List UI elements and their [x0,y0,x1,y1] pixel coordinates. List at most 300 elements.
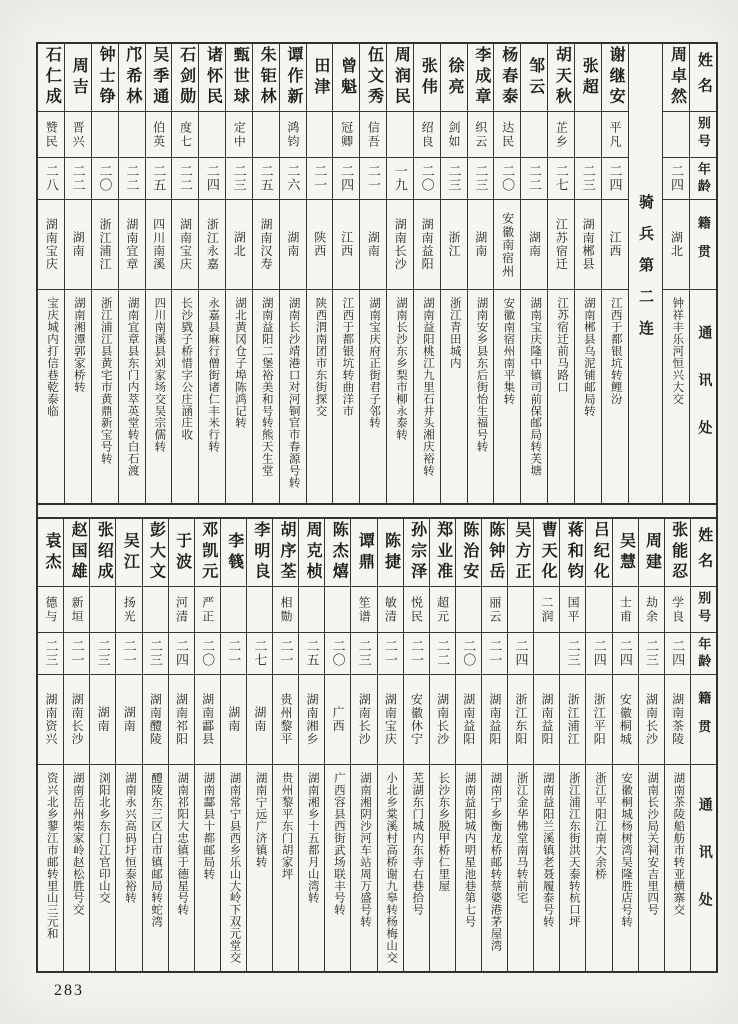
person-age: 二四 [602,158,628,200]
person-alias [575,112,601,158]
person-age: 二四 [169,633,194,675]
person-alias: 鸿钧 [280,112,306,158]
person-name: 吴季通 [146,44,172,112]
person-alias [247,587,272,633]
person-alias: 定中 [226,112,252,158]
person-native: 湖南宜章 [119,200,145,290]
person-alias: 织云 [468,112,494,158]
person-contact: 湖南郴县乌泥铺邮局转 [582,297,595,417]
person-native: 湖南 [116,675,141,765]
person-contact: 浙江平阳江南大余桥 [593,772,606,880]
person-contact: 江苏宿迁前马路口 [556,297,569,393]
person-age: 二〇 [494,158,520,200]
person-age: 二六 [280,158,306,200]
person-name: 赵国雄 [64,519,89,587]
person-name: 蒋和钧 [560,519,585,587]
person-native: 四川南溪 [146,200,172,290]
person-alias: 相勚 [273,587,298,633]
person-age: 二四 [199,158,225,200]
page-number: 283 [54,982,84,999]
person-age: 二一 [64,633,89,675]
person-age: 二三 [90,633,115,675]
person-name: 张能忍 [665,519,690,587]
person-age: 二四 [333,158,359,200]
person-name: 田津 [307,44,333,112]
person-name: 陈治安 [456,519,481,587]
person-contact: 醴陵东三区白市镇邮局转蛇湾 [150,772,163,928]
person-native: 湖北 [226,200,252,290]
person-name: 曹天化 [534,519,559,587]
person-age: 二五 [146,158,172,200]
person-column [246,519,272,971]
person-alias [663,112,689,158]
person-native: 湖南宝庆 [38,200,64,290]
person-age: 二一 [404,633,429,675]
person-native: 湖南 [247,675,272,765]
person-contact: 湖南益阳兰溪镇老聂履泰号转 [541,772,554,928]
person-column [91,44,118,503]
person-native: 湖南 [468,200,494,290]
person-name: 胡序荃 [273,519,298,587]
person-native: 安徽桐城 [613,675,638,765]
person-alias [325,587,350,633]
person-age: 二二 [521,158,547,200]
person-contact: 小北乡棠溪村高桥谢九皋转杨梅山交 [385,772,398,964]
person-column [350,519,376,971]
person-contact: 安徽南宿州南平集转 [502,297,515,405]
person-alias: 平凡 [602,112,628,158]
person-column [520,44,547,503]
person-native: 安徽南宿州 [494,200,520,290]
person-native: 浙江 [441,200,467,290]
person-name: 徐亮 [441,44,467,112]
person-alias [586,587,611,633]
person-age: 二三 [226,158,252,200]
person-name: 周卓然 [663,44,689,112]
person-native: 湖南 [65,200,91,290]
person-name: 周建 [639,519,664,587]
person-alias: 剑如 [441,112,467,158]
person-contact: 湖南常宁县西乡乐山大岭下双元堂交 [228,772,241,964]
person-alias: 德与 [38,587,63,633]
person-name: 邹云 [521,44,547,112]
person-column [194,519,220,971]
header-alias-label: 别号 [690,112,716,158]
unit-label: 骑兵第二连 [637,194,654,352]
person-contact: 湖南益阳城内明星池巷第七号 [463,772,476,928]
person-native: 湖南资兴 [38,675,63,765]
person-column [533,519,559,971]
person-age: 二〇 [325,633,350,675]
person-alias [199,112,225,158]
person-name: 张伟 [414,44,440,112]
roster-section-bottom [38,519,716,971]
person-column [198,44,225,503]
person-alias: 信吾 [360,112,386,158]
person-contact: 湖南湘潭郭家桥转 [72,297,85,393]
person-native: 湖南 [360,200,386,290]
person-contact: 钟祥丰乐河恒兴大交 [671,297,684,405]
person-contact: 广西容县西街武场联丰号转 [332,772,345,916]
person-name: 李成章 [468,44,494,112]
person-native: 湖南益阳 [482,675,507,765]
header-age-label: 年龄 [691,633,716,675]
person-contact: 浙江金华佛堂南马转前宅 [515,772,528,904]
person-age: 二三 [38,633,63,675]
person-contact: 湖南酃县十都邮局转 [202,772,215,880]
person-alias: 敏清 [378,587,403,633]
person-contact: 资兴北乡蓼江市邮转里山三元和 [45,772,58,940]
header-alias-label: 别号 [691,587,716,633]
person-alias: 赞民 [38,112,64,158]
person-name: 石仁成 [38,44,64,112]
person-alias: 笙谱 [351,587,376,633]
person-column [168,519,194,971]
person-contact: 湖南岳州柴家岭赵松胜号交 [71,772,84,916]
person-name: 周吉 [65,44,91,112]
person-contact: 湖南宁乡衡龙桥邮转蔡婆港茅屋湾 [489,772,502,952]
person-contact: 湖南宝庆隆中镇司前保邮局转芙塘 [529,297,542,477]
person-column [559,519,585,971]
person-column [142,519,168,971]
person-name: 邓凯元 [195,519,220,587]
person-contact: 湖南湘阴沙河车站周万盛号转 [359,772,371,928]
person-native: 湖南茶陵 [665,675,690,765]
person-age: 二一 [360,158,386,200]
person-contact: 湖南长沙局关祠安吉里四号 [646,772,659,916]
person-contact: 湖南长沙东乡梨市柳永泰转 [395,297,408,441]
person-native: 湖南长沙 [387,200,413,290]
person-alias: 二润 [534,587,559,633]
person-age: 二〇 [92,158,118,200]
person-age: 二二 [65,158,91,200]
person-name: 谭作新 [280,44,306,112]
person-column [171,44,198,503]
header-name-label: 姓名 [690,44,716,112]
person-name: 袁杰 [38,519,63,587]
person-age: 二一 [482,633,507,675]
person-alias: 冠卿 [333,112,359,158]
person-native: 湖南长沙 [64,675,89,765]
person-age: 二七 [548,158,574,200]
person-name: 孙宗泽 [404,519,429,587]
person-contact: 长沙戥子桥惜字公庄涵庄收 [180,297,193,441]
person-contact: 湖南长沙靖港口对河铜官市春源号转 [287,297,300,489]
person-name: 吴慧 [613,519,638,587]
person-column [662,44,689,503]
person-contact: 湖南永兴高码圩恒泰裕转 [124,772,137,904]
person-column [638,519,664,971]
person-alias [119,112,145,158]
person-contact: 陕西渭南团市东街探交 [314,297,327,417]
person-column [64,44,91,503]
person-alias: 达民 [494,112,520,158]
person-name: 李明良 [247,519,272,587]
person-native: 湖南郴县 [575,200,601,290]
header-age-label: 年龄 [690,158,716,200]
person-age: 二一 [273,633,298,675]
person-native: 湖南 [521,200,547,290]
person-native: 湖南酃县 [195,675,220,765]
person-native: 陕西 [307,200,333,290]
unit-divider-column [628,44,663,503]
person-name: 吕纪化 [586,519,611,587]
person-contact: 浙江浦江东街洪天泰转杭口坪 [567,772,580,928]
person-contact: 湖南茶陵船舫市转亚横寨交 [672,772,685,916]
person-native: 湖南湘乡 [299,675,324,765]
header-contact-label: 通讯处 [696,325,712,468]
person-native: 江西 [602,200,628,290]
person-native: 湖南 [221,675,246,765]
person-age: 一九 [387,158,413,200]
person-native: 浙江永嘉 [199,200,225,290]
person-column [574,44,601,503]
person-native: 湖南祁阳 [169,675,194,765]
person-age: 二一 [378,633,403,675]
person-native: 湖南 [90,675,115,765]
person-alias: 度七 [172,112,198,158]
person-age: 二四 [665,633,690,675]
person-native: 湖南益阳 [456,675,481,765]
person-alias [387,112,413,158]
person-native: 浙江东阳 [508,675,533,765]
person-column [332,44,359,503]
person-contact: 永嘉县麻行僧街诸仁丰米行转 [207,297,220,453]
person-age: 二三 [468,158,494,200]
person-name: 李篯 [221,519,246,587]
person-native: 贵州黎平 [273,675,298,765]
header-native-label: 籍贯 [691,675,716,765]
person-column [377,519,403,971]
person-alias: 晋兴 [65,112,91,158]
header-column [690,519,716,971]
person-contact: 浙江青田城内 [448,297,461,369]
person-contact: 湖南祁阳大忠镇于德星号转 [176,772,189,916]
person-native: 浙江平阳 [586,675,611,765]
person-name: 郑业准 [430,519,455,587]
person-name: 陈钟岳 [482,519,507,587]
person-native: 湖南长沙 [639,675,664,765]
person-native: 浙江浦江 [560,675,585,765]
person-age: 二三 [575,158,601,200]
person-age: 二二 [172,158,198,200]
header-column [689,44,716,503]
person-column [601,44,628,503]
person-name: 张绍成 [90,519,115,587]
person-column [585,519,611,971]
person-alias: 悦民 [404,587,429,633]
person-contact: 四川南溪县刘家场交吴宗儒转 [153,297,166,453]
person-age: 二八 [38,158,64,200]
person-name: 陈捷 [378,519,403,587]
person-column [118,44,145,503]
roster-section-top [38,44,716,503]
person-contact: 湖南安乡县东后街怡生福号转 [475,297,488,453]
person-age: 二三 [560,633,585,675]
person-column [38,519,63,971]
person-native: 湖南益阳 [534,675,559,765]
person-contact: 宝庆城内打信巷乾泰临 [46,297,59,417]
person-alias: 河清 [169,587,194,633]
person-native: 湖南汉寿 [253,200,279,290]
person-column [467,44,494,503]
person-native: 湖南醴陵 [143,675,168,765]
person-column [403,519,429,971]
person-column [386,44,413,503]
person-alias [299,587,324,633]
person-column [38,44,64,503]
person-column [115,519,141,971]
person-alias [521,112,547,158]
person-name: 诸怀民 [199,44,225,112]
person-contact: 湖南宁远广济镇转 [254,772,267,868]
person-contact: 芜湖东门城内东寺右巷拾号 [411,772,424,916]
person-native: 湖北 [663,200,689,290]
person-contact: 湖南益阳桃江九里石井头湘庆裕转 [421,297,434,477]
person-age: 二二 [430,633,455,675]
person-column [359,44,386,503]
person-age [534,633,559,675]
person-alias: 伯英 [146,112,172,158]
person-native: 安徽休宁 [404,675,429,765]
person-age: 二〇 [414,158,440,200]
person-column [481,519,507,971]
person-native: 湖南宝庆 [172,200,198,290]
person-name: 曾魁 [333,44,359,112]
person-column [455,519,481,971]
person-contact: 湖南宝庆府正街君子邻转 [368,297,381,429]
person-name: 吴方正 [508,519,533,587]
person-alias: 严正 [195,587,220,633]
person-native: 湖南长沙 [351,675,376,765]
person-column [225,44,252,503]
person-column [145,44,172,503]
person-native: 湖南益阳 [414,200,440,290]
person-age: 二三 [441,158,467,200]
person-column [440,44,467,503]
person-native: 湖南宝庆 [378,675,403,765]
person-native: 湖南 [280,200,306,290]
person-column [547,44,574,503]
person-age: 二五 [299,633,324,675]
person-alias [508,587,533,633]
person-name: 陈杰熺 [325,519,350,587]
person-alias [90,587,115,633]
person-age: 二五 [253,158,279,200]
person-alias: 劫余 [639,587,664,633]
person-column [324,519,350,971]
person-contact: 安徽桐城杨树湾吴隆胜店号转 [620,772,633,928]
person-native: 浙江浦江 [92,200,118,290]
person-alias [253,112,279,158]
person-alias [92,112,118,158]
person-alias [143,587,168,633]
person-age: 二三 [351,633,376,675]
table-frame [36,42,718,973]
person-name: 彭大文 [143,519,168,587]
person-alias: 学良 [665,587,690,633]
person-name: 朱钜林 [253,44,279,112]
person-alias: 芷乡 [548,112,574,158]
person-name: 张超 [575,44,601,112]
person-age: 二四 [663,158,689,200]
person-contact: 湖南益阳二堡裕美和号转熊天生堂 [260,297,273,477]
person-age: 二一 [221,633,246,675]
person-name: 甄世球 [226,44,252,112]
person-name: 吴江 [116,519,141,587]
person-name: 胡天秋 [548,44,574,112]
person-age: 二四 [508,633,533,675]
person-native: 广西 [325,675,350,765]
person-alias: 扬光 [116,587,141,633]
person-name: 邝希林 [119,44,145,112]
person-age: 二四 [613,633,638,675]
person-contact: 湖南宜章县东门内萃英堂转白石渡 [126,297,139,477]
person-alias: 新垣 [64,587,89,633]
person-column [252,44,279,503]
person-name: 钟士铮 [92,44,118,112]
header-contact-label: 通讯处 [696,796,712,940]
person-name: 谭鼎 [351,519,376,587]
person-age: 二三 [143,633,168,675]
person-name: 于波 [169,519,194,587]
person-column [413,44,440,503]
person-alias: 超元 [430,587,455,633]
person-column [279,44,306,503]
person-alias: 丽云 [482,587,507,633]
person-contact: 江西于都银坑转鲤汾 [609,297,622,405]
person-contact: 湖南湘乡十五都月山湾转 [306,772,319,904]
person-contact: 浏阳北乡东门江官印山交 [97,772,110,904]
header-native-label: 籍贯 [690,200,716,290]
person-column [220,519,246,971]
person-native: 江西 [333,200,359,290]
person-alias: 士甫 [613,587,638,633]
person-age: 二〇 [195,633,220,675]
person-name: 谢继安 [602,44,628,112]
section-divider [38,503,716,519]
person-alias [221,587,246,633]
person-contact: 江西于都银坑转曲洋市 [341,297,354,417]
person-column [493,44,520,503]
person-contact: 浙江浦江县黄宅市黄鼎新宝号转 [99,297,112,465]
person-column [664,519,690,971]
person-age: 二一 [116,633,141,675]
person-alias: 国平 [560,587,585,633]
person-contact: 长沙东乡脱甲桥仁里屋 [437,772,450,892]
person-age: 二四 [586,633,611,675]
person-column [63,519,89,971]
person-name: 杨春泰 [494,44,520,112]
person-column [306,44,333,503]
person-contact: 湖北黄冈仓子埠陈鸿记转 [233,297,246,429]
person-alias: 绍良 [414,112,440,158]
person-native: 湖南长沙 [430,675,455,765]
person-column [272,519,298,971]
person-alias [307,112,333,158]
person-name: 周润民 [387,44,413,112]
person-name: 石剑勋 [172,44,198,112]
person-contact: 贵州黎平东门胡家坪 [280,772,293,880]
person-native: 江苏宿迁 [548,200,574,290]
person-column [507,519,533,971]
person-column [612,519,638,971]
person-alias [456,587,481,633]
person-age: 二七 [247,633,272,675]
person-name: 周克桢 [299,519,324,587]
person-column [429,519,455,971]
person-column [298,519,324,971]
